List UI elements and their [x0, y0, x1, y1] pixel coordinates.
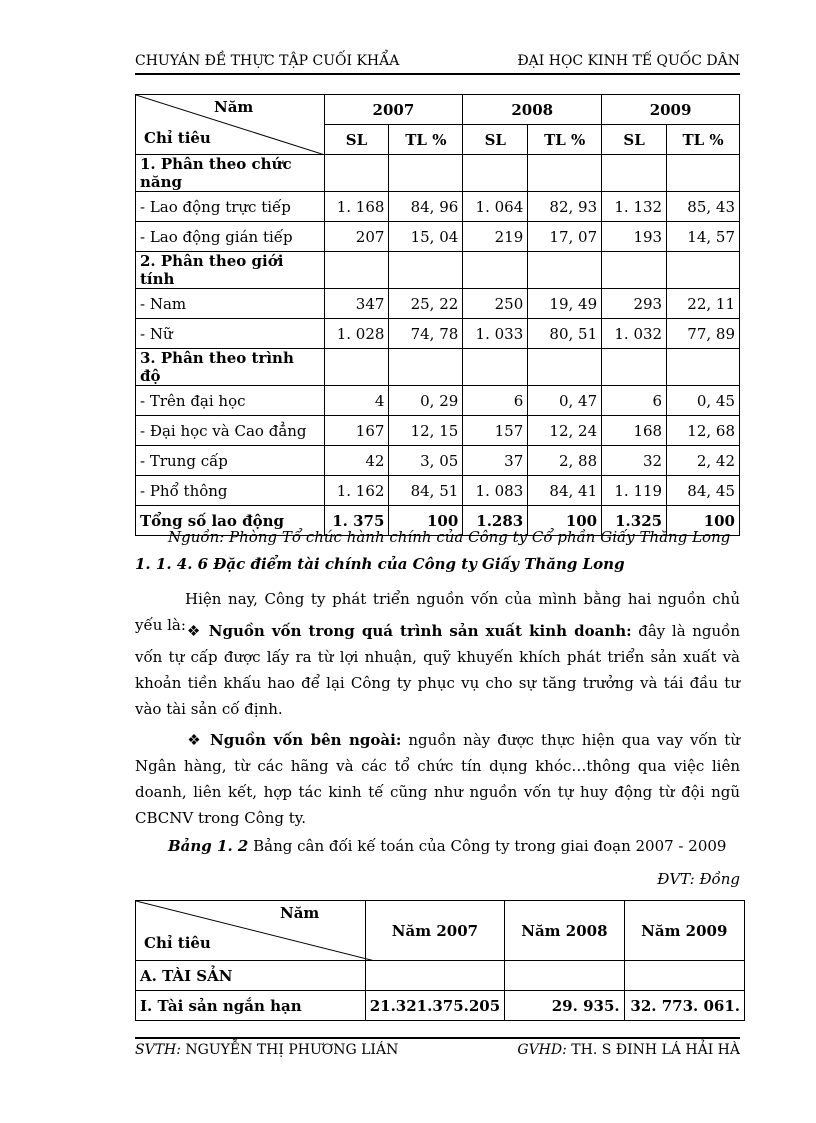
cell: 347	[324, 289, 389, 319]
section-row	[136, 961, 745, 991]
section-label: 2. Phân theo giới tính	[136, 252, 325, 289]
year-2008: 2008	[463, 95, 602, 125]
corner-metric-label: Chỉ tiêu	[144, 129, 211, 147]
cell: 1. 168	[324, 192, 389, 222]
cell: 32	[602, 446, 667, 476]
section-label: 3. Phân theo trình độ	[136, 349, 325, 386]
paragraph-text: nguồn này được thực hiện qua vay vốn từ Ngân hàng, từ các hãng và các tổ chức tín dụng khóc…thông qua việc liên doanh, liên kết, hợp tác kinh tế cũng như nguồn vốn tự huy động từ đội ngũ CBCNV trong Công ty.	[135, 731, 740, 827]
footer-right	[517, 1042, 740, 1058]
cell: 1.325	[602, 506, 667, 536]
cell: 1. 375	[324, 506, 389, 536]
cell: 85, 43	[667, 192, 740, 222]
header-right: ĐẠI HỌC KINH TẾ QUỐC DÂN	[517, 53, 740, 69]
table-row	[136, 222, 740, 252]
section-label: 1. Phân theo chức năng	[136, 155, 325, 192]
footer-student-label: SVTH:	[135, 1042, 181, 1058]
cell: 42	[324, 446, 389, 476]
footer-student-name: NGUYỄN THỊ PHƯƠNG LIÁN	[180, 1042, 399, 1058]
cell: 293	[602, 289, 667, 319]
cell: 74, 78	[389, 319, 463, 349]
cell: 0, 45	[667, 386, 740, 416]
cell: 193	[602, 222, 667, 252]
section-label: A. TÀI SẢN	[136, 961, 366, 991]
caption-text: Bảng cân đối kế toán của Công ty trong giai đoạn 2007 - 2009	[248, 837, 727, 855]
header-rule	[135, 73, 740, 75]
paragraph-external-capital	[135, 727, 740, 831]
table-source-note: Nguồn: Phòng Tổ chức hành chính của Công ty Cổ phần Giấy Thăng Long	[168, 528, 731, 546]
cell: 1. 028	[324, 319, 389, 349]
corner-year-label: Năm	[280, 904, 320, 922]
header-left: CHUYÁN ĐỀ THỰC TẬP CUỐI KHẨA	[135, 53, 400, 69]
cell: 12, 24	[528, 416, 602, 446]
cell: 37	[463, 446, 528, 476]
table-row	[136, 476, 740, 506]
sub-sl: SL	[602, 125, 667, 155]
cell: 25, 22	[389, 289, 463, 319]
cell: 219	[463, 222, 528, 252]
cell: 167	[324, 416, 389, 446]
year-2008: Năm 2008	[505, 901, 624, 961]
cell: 100	[667, 506, 740, 536]
cell: 1.283	[463, 506, 528, 536]
cell: 2, 88	[528, 446, 602, 476]
diamond-bullet-icon: ❖	[185, 731, 203, 749]
section-row	[136, 155, 740, 192]
table-row	[136, 991, 745, 1021]
cell: 14, 57	[667, 222, 740, 252]
row-label: - Phổ thông	[136, 476, 325, 506]
paragraph-text: Hiện nay, Công ty phát triển nguồn vốn của mình bằng hai nguồn chủ yếu là:	[135, 590, 740, 634]
table-row	[136, 416, 740, 446]
corner-cell	[136, 95, 325, 155]
footer-rule	[135, 1037, 740, 1039]
section-row	[136, 252, 740, 289]
cell: 100	[389, 506, 463, 536]
cell: 1. 033	[463, 319, 528, 349]
cell: 12, 68	[667, 416, 740, 446]
cell: 4	[324, 386, 389, 416]
diagonal-line	[136, 901, 375, 961]
cell: 84, 41	[528, 476, 602, 506]
cell: 22, 11	[667, 289, 740, 319]
row-label: Tổng số lao động	[136, 506, 325, 536]
year-2009: 2009	[602, 95, 740, 125]
cell: 21.321.375.205	[365, 991, 504, 1021]
table-row	[136, 319, 740, 349]
cell: 250	[463, 289, 528, 319]
paragraph-text: đây là nguồn vốn tự cấp được lấy ra từ lợi nhuận, quỹ khuyến khích phát triển sản xuất và khoản tiền khấu hao để lại Công ty phục vụ cho sự tăng trưởng và tái đầu tư vào tài sản cố định.	[135, 622, 741, 718]
cell: 12, 15	[389, 416, 463, 446]
cell: 1. 083	[463, 476, 528, 506]
cell: 1. 119	[602, 476, 667, 506]
year-2007: 2007	[324, 95, 463, 125]
sub-tl: TL %	[528, 125, 602, 155]
corner-metric-label: Chỉ tiêu	[144, 934, 211, 952]
table-row	[136, 192, 740, 222]
cell: 32. 773. 061.	[624, 991, 744, 1021]
cell: 6	[602, 386, 667, 416]
row-label: - Trên đại học	[136, 386, 325, 416]
cell: 168	[602, 416, 667, 446]
sub-sl: SL	[324, 125, 389, 155]
cell: 84, 45	[667, 476, 740, 506]
cell: 0, 47	[528, 386, 602, 416]
cell: 2, 42	[667, 446, 740, 476]
year-2007: Năm 2007	[365, 901, 504, 961]
cell: 1. 064	[463, 192, 528, 222]
footer-left	[135, 1042, 398, 1058]
cell: 19, 49	[528, 289, 602, 319]
table-row	[136, 446, 740, 476]
paragraph-bold: Nguồn vốn bên ngoài:	[210, 731, 402, 749]
cell: 100	[528, 506, 602, 536]
row-label: I. Tài sản ngắn hạn	[136, 991, 366, 1021]
cell: 84, 96	[389, 192, 463, 222]
balance-sheet-table	[135, 900, 745, 1021]
cell: 3, 05	[389, 446, 463, 476]
cell: 80, 51	[528, 319, 602, 349]
footer-advisor-name: TH. S ĐINH LÁ HẢI HÀ	[566, 1042, 740, 1058]
row-label: - Lao động gián tiếp	[136, 222, 325, 252]
section-heading: 1. 1. 4. 6 Đặc điểm tài chính của Công ty Giấy Thăng Long	[135, 555, 625, 573]
sub-tl: TL %	[389, 125, 463, 155]
cell: 157	[463, 416, 528, 446]
cell: 1. 032	[602, 319, 667, 349]
diamond-bullet-icon: ❖	[185, 622, 203, 640]
row-label: - Trung cấp	[136, 446, 325, 476]
paragraph-internal-capital	[135, 618, 740, 722]
labor-table	[135, 94, 740, 536]
cell: 6	[463, 386, 528, 416]
row-label: - Nữ	[136, 319, 325, 349]
cell: 17, 07	[528, 222, 602, 252]
cell: 77, 89	[667, 319, 740, 349]
row-label: - Đại học và Cao đẳng	[136, 416, 325, 446]
unit-note: ĐVT: Đồng	[657, 870, 740, 888]
corner-year-label: Năm	[214, 98, 254, 116]
section-row	[136, 349, 740, 386]
corner-cell	[136, 901, 366, 961]
table-row	[136, 386, 740, 416]
sub-tl: TL %	[667, 125, 740, 155]
cell: 82, 93	[528, 192, 602, 222]
cell: 1. 162	[324, 476, 389, 506]
table-caption	[168, 837, 726, 855]
row-label: - Lao động trực tiếp	[136, 192, 325, 222]
table-row	[136, 289, 740, 319]
cell: 15, 04	[389, 222, 463, 252]
paragraph-bold: Nguồn vốn trong quá trình sản xuất kinh doanh:	[208, 622, 632, 640]
cell: 1. 132	[602, 192, 667, 222]
cell: 29. 935.	[505, 991, 624, 1021]
page-header	[135, 53, 740, 73]
caption-label: Bảng 1. 2	[168, 837, 249, 855]
footer-advisor-label: GVHD:	[517, 1042, 567, 1058]
sub-sl: SL	[463, 125, 528, 155]
row-label: - Nam	[136, 289, 325, 319]
cell: 84, 51	[389, 476, 463, 506]
cell: 0, 29	[389, 386, 463, 416]
year-2009: Năm 2009	[624, 901, 744, 961]
cell: 207	[324, 222, 389, 252]
